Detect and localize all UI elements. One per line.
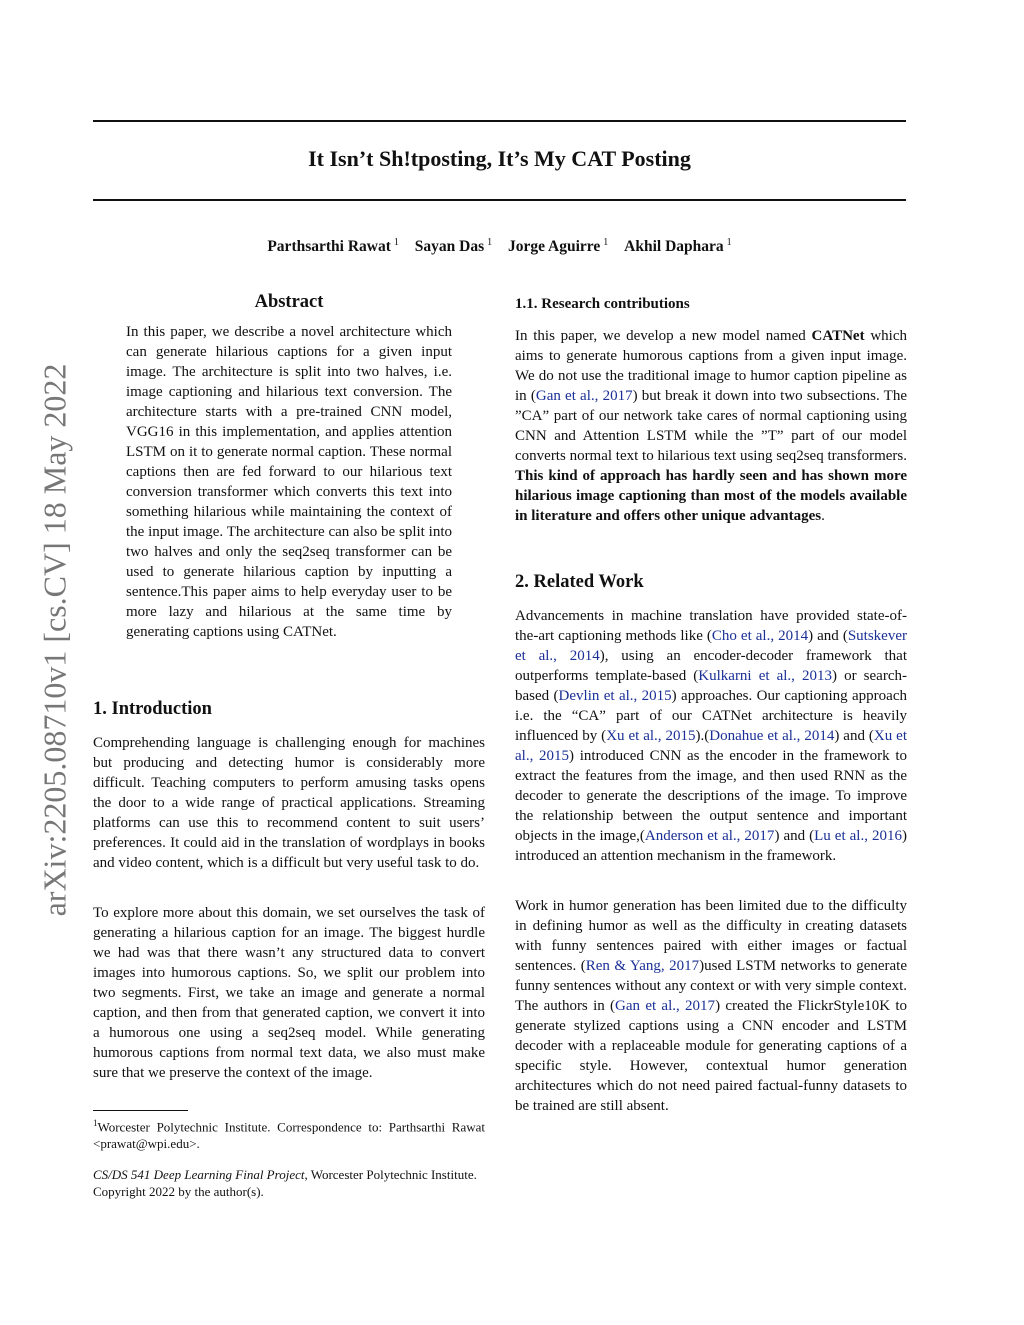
related-work-heading: 2. Related Work: [515, 572, 644, 592]
text-run: ) approaches. Our captioning approach i.e. the “CA” part of our CATNet architecture is heavily influenced by (: [515, 688, 907, 744]
citation-link[interactable]: Anderson et al., 2017: [644, 828, 775, 844]
author-name: Parthsarthi Rawat: [267, 238, 391, 256]
author: [267, 238, 399, 255]
citation-link[interactable]: Cho et al., 2014: [711, 628, 809, 644]
text-run: ) or search-based (: [515, 668, 907, 704]
title-rule-bottom: [93, 199, 906, 201]
citation-link[interactable]: Kulkarni et al., 2013: [698, 668, 833, 684]
author-list: [93, 237, 906, 256]
copyright-notice: [93, 1166, 485, 1200]
author-affiliation-mark: 1: [487, 237, 493, 248]
footnote-mark: 1: [93, 1118, 98, 1128]
text-run: In this paper, we develop a new model named: [515, 328, 812, 344]
model-name: CATNet: [811, 328, 865, 344]
citation-link[interactable]: Lu et al., 2016: [814, 828, 902, 844]
introduction-paragraph: To explore more about this domain, we set ourselves the task of generating a hilarious caption for an image. The biggest hurdle we had was that there wasn’t any structured data to convert images into humorous captions. So, we split our problem into two segments. First, we take an image and generate a normal caption, and then from that generated caption, we convert it into a humorous one using a seq2seq model. While generating humorous captions from normal text data, we also must make sure that we preserve the context of the image.: [93, 905, 485, 1081]
text-run: ) and (: [808, 628, 848, 644]
title-rule-top: [93, 120, 906, 122]
author: [415, 238, 492, 255]
citation-link[interactable]: Donahue et al., 2014: [709, 728, 835, 744]
contributions-paragraph: [515, 326, 907, 526]
text-run: ) and (: [774, 828, 815, 844]
emphasis-text: This kind of approach has hardly seen and has shown more hilarious image captioning than most of the models available in literature and offers other unique advantages: [515, 468, 907, 524]
footnote: [93, 1115, 485, 1152]
paper-title: It Isn’t Sh!tposting, It’s My CAT Posting: [308, 146, 691, 171]
text-run: Work in humor generation has been limited due to the difficulty in defining humor as well as the difficulty in creating datasets with funny sentences paired with either images or factual sentences. (: [515, 898, 907, 974]
text-run: ) introduced an attention mechanism in the framework.: [515, 828, 907, 864]
author-affiliation-mark: 1: [603, 237, 609, 248]
author: [508, 238, 608, 255]
citation-link[interactable]: Gan et al., 2017: [615, 998, 716, 1014]
footnote-rule: [93, 1110, 188, 1111]
venue-name: CS/DS 541 Deep Learning Final Project: [93, 1167, 305, 1182]
author-name: Sayan Das: [414, 238, 485, 256]
footnote-text: Worcester Polytechnic Institute. Correspondence to: Parthsarthi Rawat <prawat@wpi.edu>.: [93, 1119, 485, 1152]
text-run: ) and (: [834, 728, 874, 744]
text-run: which aims to generate humorous captions from a given input image. We do not use the traditional image to humor caption pipeline as in (: [515, 328, 907, 404]
citation-link[interactable]: Devlin et al., 2015: [558, 688, 672, 704]
abstract-text: In this paper, we describe a novel architecture which can generate hilarious captions for a given input image. The architecture is split into two halves, i.e. image captioning and hilarious text conversion. The architecture starts with a pre-trained CNN model, VGG16 in this implementation, and applies attention LSTM on it to generate normal caption. These normal captions then are fed forward to our hilarious text conversion transformer which converts this text into something hilarious while maintaining the context of the input image. The architecture can also be split into two halves and only the seq2seq transformer can be used to generate hilarious caption by inputting a sentence.This paper aims to help everyday user to be more lazy and hilarious at the same time by generating captions using CATNet.: [126, 324, 452, 640]
author-name: Akhil Daphara: [624, 238, 724, 256]
text-run: )used LSTM networks to generate funny sentences without any context or with very simple context. The authors in (: [515, 958, 908, 1014]
citation-link[interactable]: Gan et al., 2017: [535, 388, 633, 404]
citation-link[interactable]: Xu et al., 2015: [606, 728, 696, 744]
text-run: .: [821, 508, 825, 524]
related-work-paragraph: [515, 606, 907, 866]
related-work-paragraph: [515, 896, 907, 1116]
text-run: ), using an encoder-decoder framework that outperforms template-based (: [515, 648, 907, 684]
author: [624, 238, 732, 255]
text-run: ) but break it down into two subsections. The ”CA” part of our network take cares of normal captioning using CNN and Attention LSTM while the ”T” part of our model converts normal text to hilarious text using seq2seq transformers.: [515, 388, 907, 464]
abstract-heading: Abstract: [254, 292, 324, 312]
citation-link[interactable]: Xu et al., 2015: [515, 728, 907, 764]
citation-link[interactable]: Ren & Yang, 2017: [585, 958, 700, 974]
text-run: ) introduced CNN as the encoder in the framework to extract the features from the image, and then used RNN as the decoder to generate the descriptions of the image. To improve the relationship between the output sentence and important objects in the image,(: [515, 748, 908, 844]
contributions-heading: 1.1. Research contributions: [515, 296, 690, 312]
text-run: Advancements in machine translation have provided state-of-the-art captioning methods like (: [515, 608, 907, 644]
text-run: ).(: [695, 728, 710, 744]
author-affiliation-mark: 1: [726, 237, 732, 248]
citation-link[interactable]: Sutskever et al., 2014: [515, 628, 907, 664]
arxiv-identifier: arXiv:2205.08710v1 [cs.CV] 18 May 2022: [36, 363, 73, 917]
text-run: ) created the FlickrStyle10K to generate stylized captions using a CNN encoder and LSTM decoder with a replaceable module for generating captions of a specific style. However, contextual humor generation architectures which do not need paired factual-funny datasets to be trained are still absent.: [515, 998, 908, 1114]
author-name: Jorge Aguirre: [508, 238, 601, 256]
introduction-paragraph: Comprehending language is challenging enough for machines but producing and detecting humor is considerably more difficult. Teaching computers to perform amusing tasks opens the door to a wide range of practical applications. Streaming platforms can use this to recommend content to suit users’ preferences. It could aid in the translation of wordplays in books and video content, which is a difficult but very useful task to do.: [93, 735, 485, 871]
author-affiliation-mark: 1: [393, 237, 399, 248]
introduction-heading: 1. Introduction: [93, 699, 212, 719]
copyright-text: , Worcester Polytechnic Institute. Copyright 2022 by the author(s).: [93, 1167, 477, 1199]
